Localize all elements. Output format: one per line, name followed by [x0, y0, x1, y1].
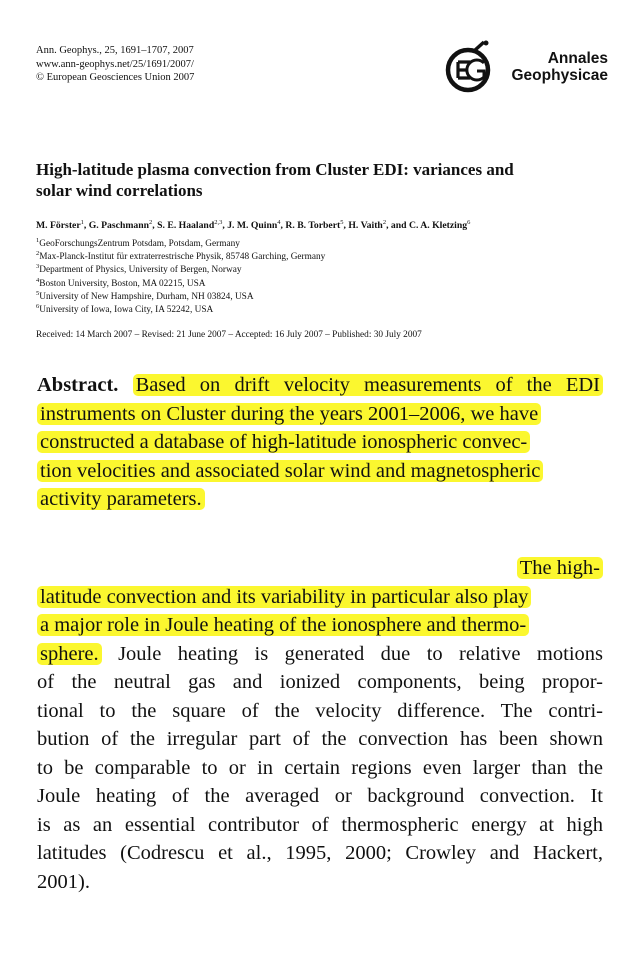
body-line-7: bution of the irregular part of the convection has been shown: [37, 728, 603, 750]
highlight: tion velocities and associated solar wind and magnetospheric: [37, 460, 543, 482]
author-name: G. Paschmann: [88, 220, 150, 231]
journal-copyright: © European Geosciences Union 2007: [36, 72, 195, 83]
affiliation-list: [36, 238, 325, 317]
author-name: M. Förster: [36, 220, 81, 231]
author-affiliation-mark: 2,3: [214, 219, 223, 226]
author-affiliation-mark: 1: [80, 219, 84, 226]
highlight: a major role in Joule heating of the ionosphere and thermo-: [37, 614, 529, 636]
author-separator: ,: [343, 220, 349, 231]
affiliation-item: [36, 304, 325, 317]
journal-reference: [36, 44, 194, 85]
highlight: The high-: [517, 557, 603, 579]
author-affiliation-mark: 6: [467, 219, 471, 226]
abstract-paragraph: [37, 371, 603, 514]
author-name: R. B. Torbert: [285, 220, 341, 231]
author-name: J. M. Quinn: [227, 220, 278, 231]
highlight: constructed a database of high-latitude ionospheric convec-: [37, 431, 530, 453]
author-separator: ,: [222, 220, 228, 231]
body-paragraph: [37, 554, 603, 896]
author-name: C. A. Kletzing: [408, 220, 468, 231]
author-separator: , and: [386, 220, 409, 231]
affiliation-item: [36, 278, 325, 291]
author-separator: ,: [83, 220, 89, 231]
author-separator: ,: [280, 220, 286, 231]
highlight: activity parameters.: [37, 488, 205, 510]
abstract-label: Abstract.: [37, 374, 119, 396]
highlight: latitude convection and its variability in particular also play: [37, 586, 531, 608]
abstract-line-4: [37, 457, 603, 486]
paper-title: [36, 159, 606, 201]
author-affiliation-mark: 5: [340, 219, 344, 226]
highlight: Based on drift velocity measurements of the EDI: [133, 374, 603, 396]
journal-logo: [444, 40, 614, 96]
author-name: H. Vaith: [348, 220, 383, 231]
body-line-8: to be comparable to or in certain regions even larger than the: [37, 756, 603, 779]
affiliation-text: Max-Planck-Institut für extraterrestrische Physik, 85748 Garching, Germany: [39, 252, 326, 263]
abstract-line-5: [37, 485, 603, 514]
title-line-1: High-latitude plasma convection from Cluster EDI: variances and: [36, 160, 514, 179]
author-list: [36, 220, 470, 231]
affiliation-number: 1: [36, 237, 40, 244]
body-line-12: 2001).: [37, 870, 90, 893]
abstract-line-3: [37, 428, 603, 457]
body-line-11: latitudes (Codrescu et al., 1995, 2000; Crowley and Hackert,: [37, 842, 603, 864]
body-line-3: [37, 611, 603, 640]
affiliation-number: 6: [36, 303, 40, 311]
body-line-9: Joule heating of the averaged or background convection. It: [37, 785, 603, 807]
journal-name: [498, 50, 608, 84]
highlight: sphere.: [37, 643, 102, 665]
body-text: Joule heating is generated due to relative motions: [118, 642, 603, 665]
abstract-line-1: [37, 371, 603, 400]
body-line-1: [37, 554, 603, 583]
affiliation-item: [36, 251, 325, 264]
author-affiliation-mark: 2: [382, 219, 387, 226]
affiliation-text: University of Iowa, Iowa City, IA 52242, USA: [39, 305, 214, 316]
affiliation-text: GeoForschungsZentrum Potsdam, Potsdam, Germany: [39, 239, 240, 249]
logo-line-1: Annales: [547, 50, 608, 67]
abstract-line-2: [37, 400, 603, 429]
body-line-10: is as an essential contributor of thermospheric energy at high: [37, 813, 603, 836]
author-name: S. E. Haaland: [157, 220, 215, 231]
author-separator: ,: [152, 220, 158, 231]
author-affiliation-mark: 2: [149, 219, 153, 226]
affiliation-number: 3: [36, 263, 40, 271]
logo-line-2: Geophysicae: [511, 67, 608, 84]
body-line-5: of the neutral gas and ionized components, being propor-: [37, 671, 603, 693]
affiliation-text: University of New Hampshire, Durham, NH 03824, USA: [39, 291, 254, 302]
affiliation-number: 5: [36, 289, 40, 297]
author-affiliation-mark: 4: [277, 219, 281, 226]
body-line-6: tional to the square of the velocity difference. The contri-: [37, 699, 603, 722]
affiliation-text: Department of Physics, University of Bergen, Norway: [39, 265, 242, 276]
journal-citation: Ann. Geophys., 25, 1691–1707, 2007: [36, 45, 194, 56]
affiliation-text: Boston University, Boston, MA 02215, USA: [39, 278, 206, 289]
title-line-2: solar wind correlations: [36, 181, 203, 200]
affiliation-number: 4: [36, 276, 40, 284]
affiliation-number: 2: [36, 250, 40, 258]
affiliation-item: [36, 238, 325, 251]
journal-url[interactable]: www.ann-geophys.net/25/1691/2007/: [36, 58, 194, 70]
egu-logo-icon: [444, 40, 496, 96]
affiliation-item: [36, 264, 325, 277]
publication-dates: Received: 14 March 2007 – Revised: 21 June 2007 – Accepted: 16 July 2007 – Published: 30 July 2007: [36, 330, 422, 340]
body-line-2: [37, 583, 603, 612]
highlight: instruments on Cluster during the years 2001–2006, we have: [37, 403, 541, 425]
body-line-4: [37, 640, 603, 669]
affiliation-item: [36, 291, 325, 304]
